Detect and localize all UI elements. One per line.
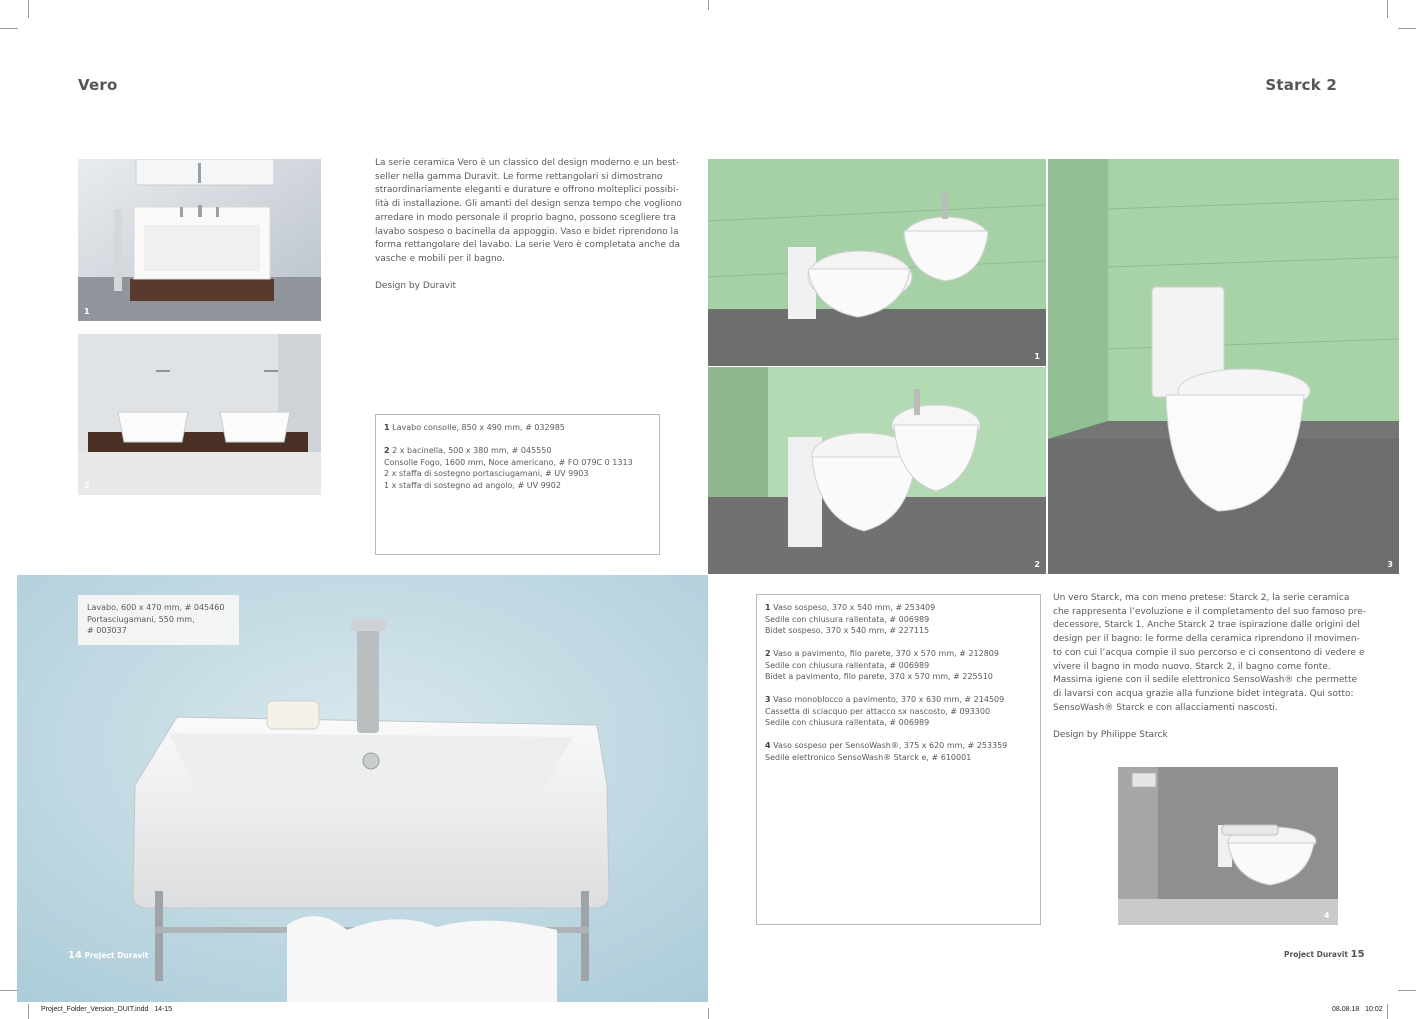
text-line: vasche e mobili per il bagno. — [375, 253, 505, 264]
crop-mark — [708, 0, 709, 10]
crop-mark — [28, 0, 29, 18]
crop-mark — [708, 1008, 709, 1019]
spec-number: 4 — [765, 741, 771, 750]
crop-mark — [0, 990, 18, 991]
text-line: lavabo sospeso o bacinella da appoggio. Vaso e bidet riprendono la — [375, 226, 679, 237]
text-line: che rappresenta l’evoluzione e il completamento del suo famoso pre- — [1053, 606, 1366, 617]
starck2-description — [1053, 592, 1366, 743]
vero-description — [375, 157, 682, 294]
photo-number: 2 — [1034, 560, 1040, 569]
crop-mark — [1398, 990, 1416, 991]
text-line: Portasciugamani, 550 mm, — [87, 614, 195, 624]
spec-text: Sedile con chiusura rallentata, # 006989 — [765, 718, 930, 727]
spec-number: 2 — [384, 446, 390, 455]
spec-line — [384, 457, 651, 469]
spec-line — [384, 445, 651, 457]
spec-number: 3 — [765, 695, 771, 704]
photo-number: 3 — [1387, 560, 1393, 569]
spec-text: Consolle Fogo, 1600 mm, Noce americano, # FO 079C 0 1313 — [384, 457, 633, 467]
spec-group — [384, 422, 651, 434]
photo-number: 1 — [84, 307, 90, 316]
photo-starck2-close-coupled — [1048, 159, 1399, 574]
photo-starck2-wall-hung — [708, 159, 1046, 366]
spec-line — [765, 671, 1032, 683]
photo-number: 4 — [1324, 911, 1330, 920]
folio-right — [1284, 949, 1365, 960]
spec-group — [765, 648, 1032, 683]
page-number: 14 — [68, 950, 82, 961]
spec-number: 1 — [384, 423, 390, 432]
close-coupled-illustration — [1048, 159, 1399, 574]
starck2-body-paragraph — [1053, 592, 1366, 715]
text-line: straordinariamente eleganti e durature e offrono molteplici possibi- — [375, 185, 679, 196]
photo-number: 2 — [84, 481, 90, 490]
photo-vero-wall-basin — [17, 575, 708, 1002]
text-line: Massima igiene con il sedile elettronico SensoWash® che permette — [1053, 675, 1358, 686]
starck2-design-credit: Design by Philippe Starck — [1053, 730, 1168, 741]
spec-text: Vaso a pavimento, filo parete, 370 x 570 mm, # 212809 — [773, 649, 999, 658]
vero-body-paragraph — [375, 157, 682, 267]
photo-vero-vessel-bowls — [78, 334, 321, 495]
spec-text: Bidet sospeso, 370 x 540 mm, # 227115 — [765, 626, 930, 635]
text-line: decessore, Starck 1. Anche Starck 2 trae ispirazione dalle origini del — [1053, 620, 1360, 631]
crop-mark — [1398, 28, 1416, 29]
page-title-vero: Vero — [78, 76, 118, 94]
spec-line — [765, 706, 1032, 718]
spec-text: Vaso sospeso per SensoWash®, 375 x 620 mm, # 253359 — [773, 741, 1008, 750]
spec-number: 1 — [765, 603, 771, 612]
spec-text: Cassetta di sciacquo per attacco sx nascosto, # 093300 — [765, 706, 991, 716]
spec-line — [765, 752, 1032, 764]
photo-vero-console-basin — [78, 159, 321, 321]
spec-number: 2 — [765, 649, 771, 658]
text-line: Un vero Starck, ma con meno pretese: Starck 2, la serie ceramica — [1053, 593, 1350, 603]
vessel-bowls-illustration — [78, 334, 321, 495]
spec-text: 2 x bacinella, 500 x 380 mm, # 045550 — [392, 446, 552, 455]
spec-text: Sedile con chiusura rallentata, # 006989 — [765, 660, 930, 670]
spec-line — [765, 694, 1032, 706]
spec-line — [765, 717, 1032, 729]
crop-mark — [0, 28, 18, 29]
sensowash-illustration — [1118, 767, 1338, 925]
spec-line — [384, 468, 651, 480]
back-to-wall-illustration — [708, 367, 1046, 574]
spec-text: Sedile elettronico SensoWash® Starck e, # 610001 — [765, 752, 972, 762]
text-line: arredare in modo personale il proprio bagno, possono scegliere tra — [375, 212, 676, 223]
spec-line — [384, 422, 651, 434]
spec-text: Bidet a pavimento, filo parete, 370 x 570 mm, # 225510 — [765, 672, 993, 681]
spec-text: Sedile con chiusura rallentata, # 006989 — [765, 614, 930, 624]
spec-text: Vaso sospeso, 370 x 540 mm, # 253409 — [773, 603, 936, 612]
spec-line — [765, 614, 1032, 626]
text-line: seller nella gamma Duravit. Le forme rettangolari si dimostrano — [375, 171, 663, 182]
basin-illustration — [78, 159, 321, 321]
spec-text: 1 x staffa di sostegno ad angolo, # UV 9902 — [384, 480, 561, 490]
photo-number: 1 — [1034, 352, 1040, 361]
spec-text: Lavabo consolle, 850 x 490 mm, # 032985 — [392, 423, 565, 432]
text-line: SensoWash® Starck e con allacciamenti nascosti. — [1053, 702, 1278, 713]
spec-line — [765, 648, 1032, 660]
spec-text: Vaso monoblocco a pavimento, 370 x 630 mm, # 214509 — [773, 695, 1005, 704]
folio-label: Project Duravit — [1284, 950, 1349, 959]
photo-starck2-back-to-wall — [708, 367, 1046, 574]
text-line: design per il bagno: le forme della ceramica riprendono il movimen- — [1053, 634, 1360, 645]
crop-mark — [1387, 1004, 1388, 1019]
spec-line — [765, 660, 1032, 672]
text-line: forma rettangolare del lavabo. La serie Vero è completata anche da — [375, 240, 680, 251]
spec-group — [765, 740, 1032, 763]
text-line: # 003037 — [87, 626, 127, 635]
spec-group — [765, 694, 1032, 729]
text-line: di lavarsi con acqua grazie alla funzione bidet integrata. Qui sotto: — [1053, 688, 1354, 699]
slug-date: 08.08.18 10:02 — [1332, 1006, 1383, 1013]
page-title-starck2: Starck 2 — [1265, 76, 1337, 94]
photo-starck2-sensowash — [1118, 767, 1338, 925]
spec-group — [384, 445, 651, 491]
text-line: La serie ceramica Vero è un classico del design moderno e un best- — [375, 158, 680, 168]
spec-text: 2 x staffa di sostegno portasciugamani, # UV 9903 — [384, 469, 589, 478]
page-number: 15 — [1350, 949, 1365, 960]
spec-line — [384, 480, 651, 492]
text-line: vivere il bagno in modo nuovo. Starck 2, il bagno come fonte. — [1053, 661, 1331, 672]
slug-filename: Project_Folder_Version_DUIT.indd 14-15 — [41, 1006, 173, 1013]
starck2-spec-box — [756, 594, 1041, 925]
crop-mark — [1387, 0, 1388, 18]
big-photo-caption-box — [78, 595, 239, 645]
vero-design-credit: Design by Duravit — [375, 281, 457, 292]
spec-line — [765, 625, 1032, 637]
spec-line — [765, 602, 1032, 614]
crop-mark — [28, 1004, 29, 1019]
spec-line — [765, 740, 1032, 752]
folio-left — [68, 950, 149, 961]
text-line: Lavabo, 600 x 470 mm, # 045460 — [87, 603, 225, 612]
spec-group — [765, 602, 1032, 637]
vero-spec-box — [375, 414, 660, 555]
wall-hung-illustration — [708, 159, 1046, 366]
text-line: to con cui l’acqua compie il suo percorso e ci consentono di vedere e — [1053, 647, 1365, 658]
folio-label: Project Duravit — [84, 951, 149, 960]
text-line: lità di installazione. Gli amanti del design senza tempo che vogliono — [375, 199, 682, 210]
